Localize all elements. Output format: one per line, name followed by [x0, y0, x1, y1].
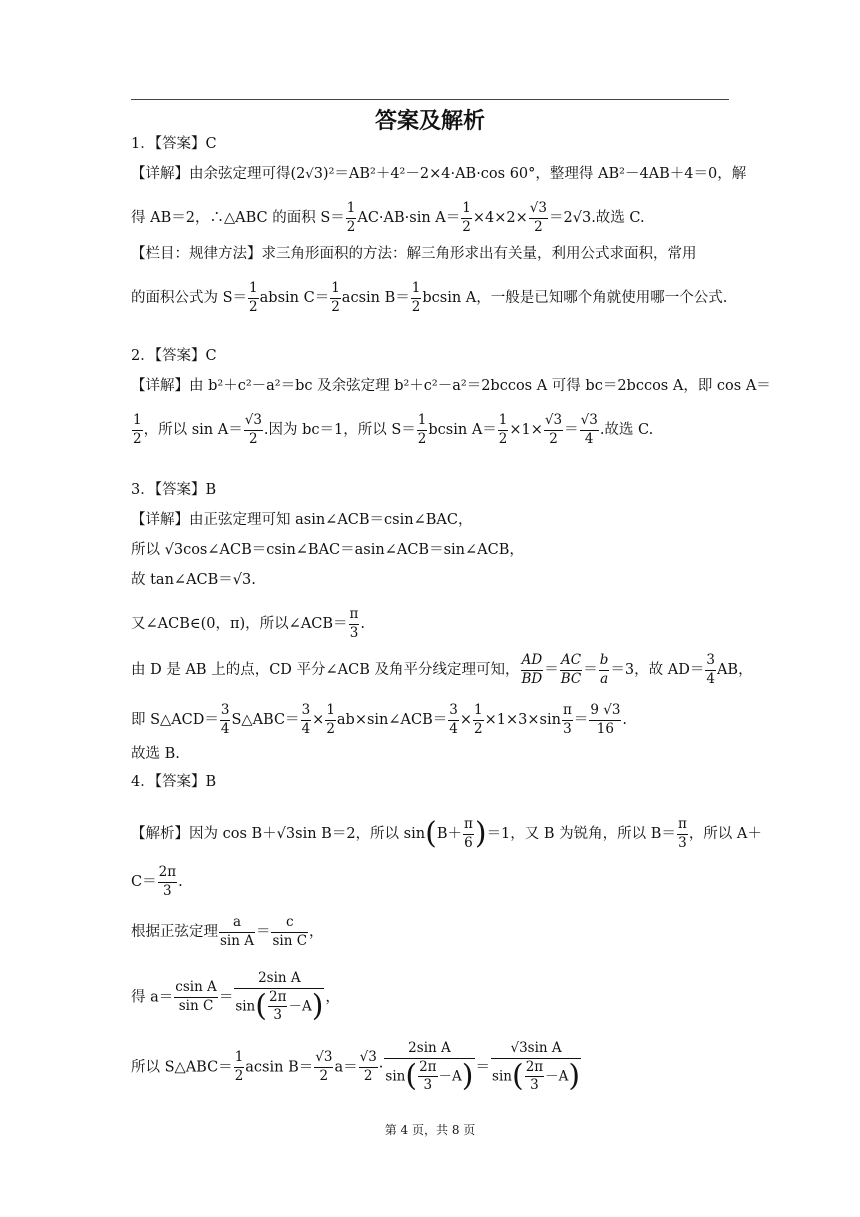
q3-line3: 故 tan∠ACB＝√3. — [131, 572, 256, 588]
q2-answer: 2．【答案】C — [131, 348, 217, 364]
q3-line1: 【详解】由正弦定理可知 asin∠ACB＝csin∠BAC， — [131, 512, 473, 528]
q1-answer: 1．【答案】C — [131, 136, 217, 152]
q2-detail-line2: $\frac{1}{2}$ ，所以 sin A＝ $\frac{√3}{2}$ .因为 bc＝1，所以 S＝ $\frac{1}{2}$ bcsin A＝ $\frac{1}{2}$ ×1× $\frac{√3}{2}$ ＝ $\frac{√3}{4}$ .故选 C. — [133, 412, 654, 447]
page-footer: 第 4 页，共 8 页 — [384, 1123, 476, 1137]
detail-tag: 【详解】 — [131, 378, 189, 394]
fraction-half: $\frac{1}{2}$ — [346, 200, 356, 235]
fraction-sqrt3-over-2: $\frac{√3}{2}$ — [529, 200, 547, 235]
q1-detail-line2: 得 AB＝2，∴△ABC 的面积 S＝ $\frac{1}{2}$ AC·AB·sin A＝ $\frac{1}{2}$ ×4×2× $\frac{√3}{2}$ ＝2√3.故选 C. — [131, 200, 645, 235]
q1-column-line1: 【栏目：规律方法】求三角形面积的方法：解三角形求出有关量，利用公式求面积，常用 — [131, 246, 697, 262]
analysis-tag: 【解析】 — [131, 826, 189, 842]
q4-line3: 根据正弦定理 $\frac{a}{\text{sin A}}$ ＝ $\frac{c}{\text{sin C}}$ ， — [131, 914, 324, 949]
page-title: 答案及解析 — [374, 109, 485, 134]
q3-line4: 又∠ACB∈(0，π)，所以∠ACB＝ $\frac{\pi}{3}$ . — [131, 606, 366, 641]
q3-line2: 所以 √3cos∠ACB＝csin∠BAC＝asin∠ACB＝sin∠ACB， — [131, 542, 524, 558]
q4-line4: 得 a＝ $\frac{\text{csin A}}{\text{sin C}}$ ＝ 2sin A sin( $\frac{2\pi}{3}$ －A) ， — [131, 970, 340, 1023]
q4-line5: 所以 S△ABC＝ $\frac{1}{2}$ acsin B＝ $\frac{√3}{2}$ a＝ $\frac{√3}{2}$ · 2sin A sin( $\frac{2\pi}{3}$ －A) ＝ √3sin A sin( $\frac{2\pi}{3}$ －A) — [131, 1040, 581, 1093]
fraction-half: $\frac{1}{2}$ — [462, 200, 471, 235]
q4-line1: 【解析】因为 cos B＋√3sin B＝2，所以 sin(B＋ $\frac{\pi}{6}$ )＝1，又 B 为锐角，所以 B＝ $\frac{\pi}{3}$ ，所以 A＋ — [131, 816, 762, 851]
q2-detail-line1: 【详解】由 b²＋c²－a²＝bc 及余弦定理 b²＋c²－a²＝2bccos A 可得 bc＝2bccos A，即 cos A＝ — [131, 378, 771, 394]
header-rule — [131, 99, 729, 100]
q3-line7: 故选 B. — [131, 746, 180, 762]
detail-tag: 【详解】 — [131, 166, 189, 182]
q4-line2: C＝ $\frac{2\pi}{3}$ . — [131, 864, 183, 899]
column-tag: 【栏目：规律方法】 — [131, 246, 262, 262]
detail-tag: 【详解】 — [131, 512, 189, 528]
q3-line6: 即 S△ACD＝ $\frac{3}{4}$ S△ABC＝ $\frac{3}{4}$ × $\frac{1}{2}$ ab×sin∠ACB＝ $\frac{3}{4}$ × $\frac{1}{2}$ ×1×3×sin $\frac{\pi}{3}$ ＝ $\frac{9 √3}{16}$ . — [131, 702, 628, 737]
q1-detail-line1: 【详解】由余弦定理可得(2√3)²＝AB²＋4²－2×4·AB·cos 60°，整理得 AB²－4AB＋4＝0，解 — [131, 164, 746, 185]
q1-column-line2: 的面积公式为 S＝ $\frac{1}{2}$ absin C＝ $\frac{1}{2}$ acsin B＝ $\frac{1}{2}$ bcsin A，一般是已知哪个角就使用哪一个公式. — [131, 280, 728, 315]
sqrt-symbol: √ — [305, 167, 314, 182]
q3-answer: 3．【答案】B — [131, 482, 217, 498]
q3-line5: 由 D 是 AB 上的点，CD 平分∠ACB 及角平分线定理可知， $\frac{AD}{BD}$ ＝ $\frac{AC}{BC}$ ＝ $\frac{b}{a}$ ＝3，故 AD＝ $\frac{3}{4}$ AB， — [131, 652, 753, 687]
q4-answer: 4．【答案】B — [131, 774, 217, 790]
